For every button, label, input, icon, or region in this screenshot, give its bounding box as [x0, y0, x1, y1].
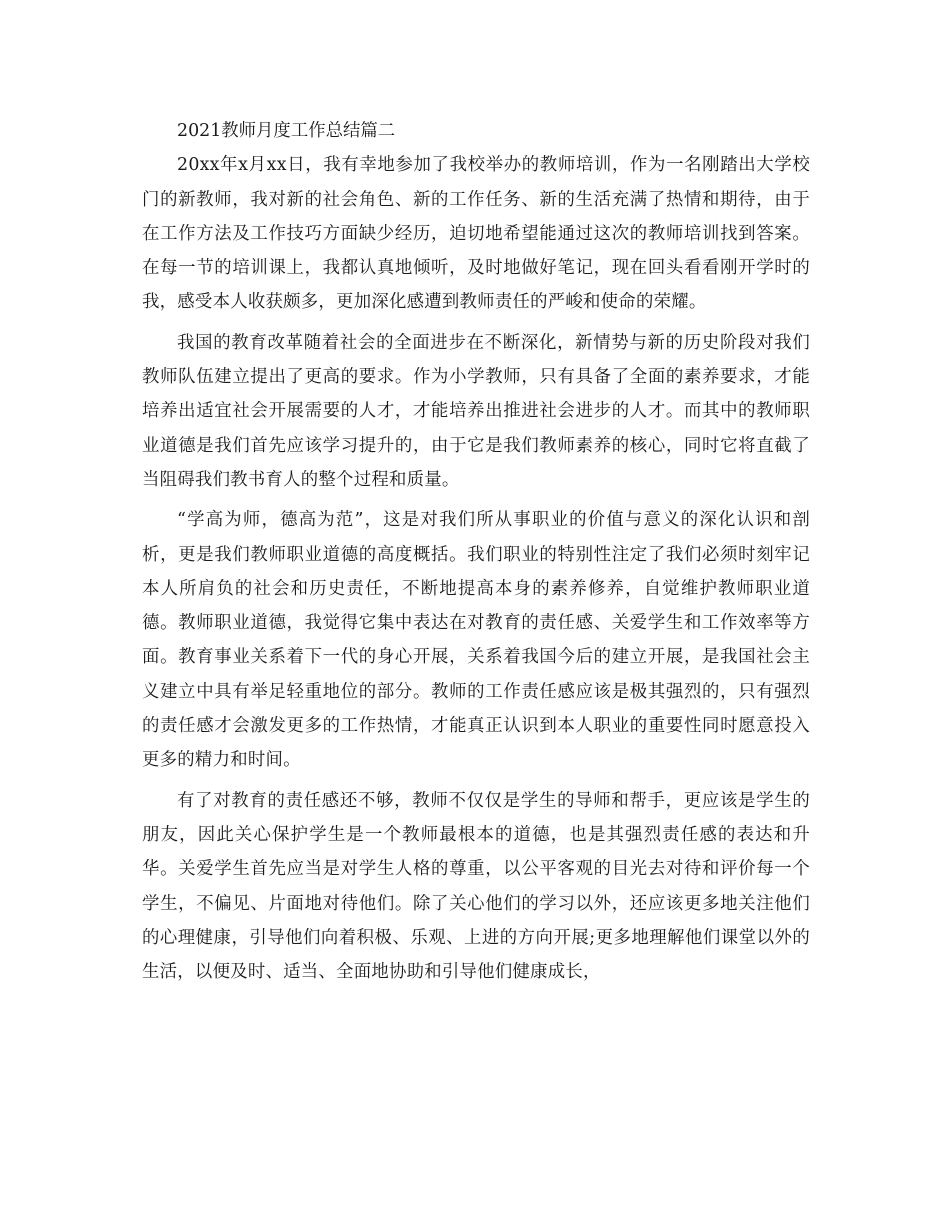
paragraph-4: 有了对教育的责任感还不够，教师不仅仅是学生的导师和帮手，更应该是学生的朋友，因此关心保护学生是一个教师最根本的道德，也是其强烈责任感的表达和升华。关爱学生首先应当是对学生人格的尊重，以公平客观的目光去对待和评价每一个学生，不偏见、片面地对待他们。除了关心他们的学习以外，还应该更多地关注他们的心理健康，引导他们向着积极、乐观、上进的方向开展;更多地理解他们课堂以外的生活，以便及时、适当、全面地协助和引导他们健康成长， — [142, 790, 810, 983]
paragraph-3: “学高为师，德高为范”，这是对我们所从事职业的价值与意义的深化认识和剖析，更是我们教师职业道德的高度概括。我们职业的特别性注定了我们必须时刻牢记本人所肩负的社会和历史责任，不断地提高本身的素养修养，自觉维护教师职业道德。教师职业道德，我觉得它集中表达在对教育的责任感、关爱学生和工作效率等方面。教育事业关系着下一代的身心开展，关系着我国今后的建立开展，是我国社会主义建立中具有举足轻重地位的部分。教师的工作责任感应该是极其强烈的，只有强烈的责任感才会激发更多的工作热情，才能真正认识到本人职业的重要性同时愿意投入更多的精力和时间。 — [142, 510, 810, 771]
paragraph-1: 20xx年x月xx日，我有幸地参加了我校举办的教师培训，作为一名刚踏出大学校门的新教师，我对新的社会角色、新的工作任务、新的生活充满了热情和期待，由于在工作方法及工作技巧方面缺少经历，迫切地希望能通过这次的教师培训找到答案。在每一节的培训课上，我都认真地倾听，及时地做好笔记，现在回头看看刚开学时的我，感受本人收获颇多，更加深化感遭到教师责任的严峻和使命的荣耀。 — [142, 155, 810, 313]
paragraph-2: 我国的教育改革随着社会的全面进步在不断深化，新情势与新的历史阶段对我们教师队伍建立提出了更高的要求。作为小学教师，只有具备了全面的素养要求，才能培养出适宜社会开展需要的人才，才能培养出推进社会进步的人才。而其中的教师职业道德是我们首先应该学习提升的，由于它是我们教师素养的核心，同时它将直截了当阻碍我们教书育人的整个过程和质量。 — [142, 332, 810, 490]
document-body — [142, 114, 810, 989]
document-title: 2021教师月度工作总结篇二 — [177, 121, 396, 141]
